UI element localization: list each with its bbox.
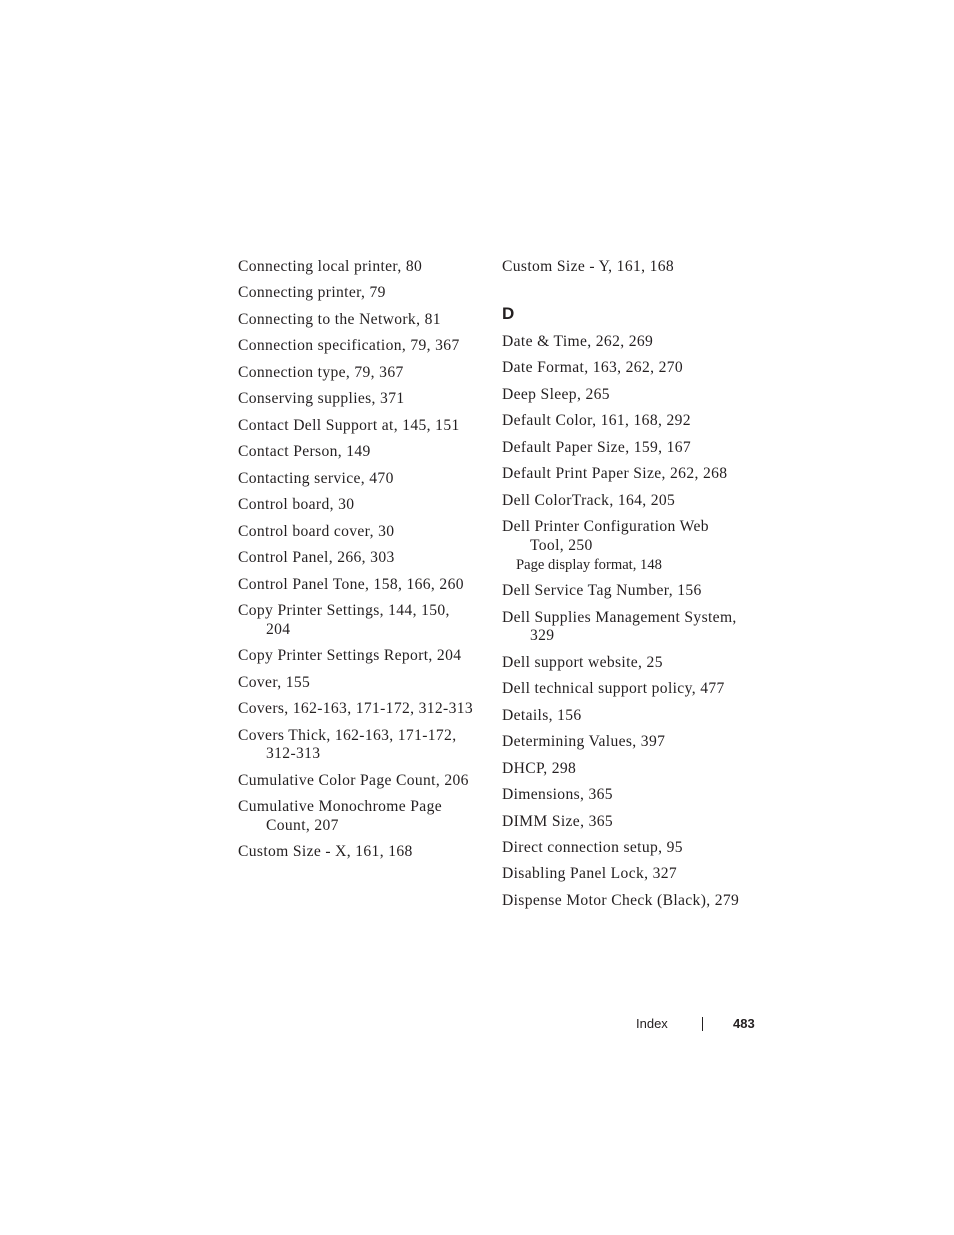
index-entry: Default Paper Size, 159, 167 — [502, 438, 692, 456]
index-column-right — [502, 258, 742, 918]
index-entry: Cumulative Color Page Count, 206 — [238, 771, 469, 789]
index-entry: Dispense Motor Check (Black), 279 — [502, 891, 740, 909]
index-entry: Dell Service Tag Number, 156 — [502, 582, 702, 600]
index-entry: Dell Supplies Management System, 329 — [502, 608, 737, 645]
index-entry: Contact Dell Support at, 145, 151 — [238, 416, 460, 434]
index-entry: Control Panel, 266, 303 — [238, 549, 395, 567]
index-entry: Details, 156 — [502, 706, 582, 724]
index-subentry: Page display format, 148 — [516, 557, 662, 574]
index-entry: Connecting printer, 79 — [238, 284, 386, 302]
index-entry: Dell technical support policy, 477 — [502, 680, 725, 698]
index-entry: Disabling Panel Lock, 327 — [502, 865, 678, 883]
footer-divider — [702, 1017, 703, 1031]
index-entry: Contacting service, 470 — [238, 469, 394, 487]
index-entry: Contact Person, 149 — [238, 443, 371, 461]
index-entry: Date Format, 163, 262, 270 — [502, 359, 684, 377]
index-entry: Deep Sleep, 265 — [502, 385, 610, 403]
index-entry: Control Panel Tone, 158, 166, 260 — [238, 575, 464, 593]
index-entry: Copy Printer Settings, 144, 150, 204 — [238, 602, 450, 638]
index-entry: Covers, 162-163, 171-172, 312-313 — [238, 700, 474, 718]
index-entry: Conserving supplies, 371 — [238, 390, 405, 408]
index-entry: Custom Size - X, 161, 168 — [238, 843, 413, 861]
index-entry: Dell support website, 25 — [502, 653, 663, 671]
index-entry: DHCP, 298 — [502, 759, 577, 777]
index-entry: Connecting to the Network, 81 — [238, 310, 441, 328]
index-entry: Connecting local printer, 80 — [238, 258, 423, 275]
index-entry: Cover, 155 — [238, 673, 311, 691]
index-entry: Default Print Paper Size, 262, 268 — [502, 465, 728, 483]
page-number: 483 — [733, 1016, 755, 1031]
index-entry: Connection type, 79, 367 — [238, 363, 404, 381]
index-entry: Custom Size - Y, 161, 168 — [502, 258, 675, 275]
index-entry: Determining Values, 397 — [502, 733, 666, 751]
index-entry: Cumulative Monochrome Page Count, 207 — [238, 798, 442, 834]
index-entry: Connection specification, 79, 367 — [238, 337, 460, 355]
index-entry: Direct connection setup, 95 — [502, 839, 683, 856]
index-entry: Default Color, 161, 168, 292 — [502, 412, 691, 430]
index-entry: DIMM Size, 365 — [502, 812, 614, 830]
index-entry: Dell ColorTrack, 164, 205 — [502, 491, 676, 509]
footer-section-label: Index — [636, 1016, 668, 1031]
index-entry: Dell Printer Configuration Web Tool, 250 — [502, 517, 709, 554]
index-entry: Copy Printer Settings Report, 204 — [238, 647, 462, 665]
index-entry: Date & Time, 262, 269 — [502, 332, 654, 350]
index-column-left — [238, 258, 478, 870]
index-entry: Covers Thick, 162-163, 171-172, 312-313 — [238, 726, 457, 763]
index-entry: Dimensions, 365 — [502, 786, 613, 804]
index-entry: Control board, 30 — [238, 496, 355, 514]
index-entry: Control board cover, 30 — [238, 522, 395, 540]
section-letter-heading: D — [502, 303, 515, 323]
